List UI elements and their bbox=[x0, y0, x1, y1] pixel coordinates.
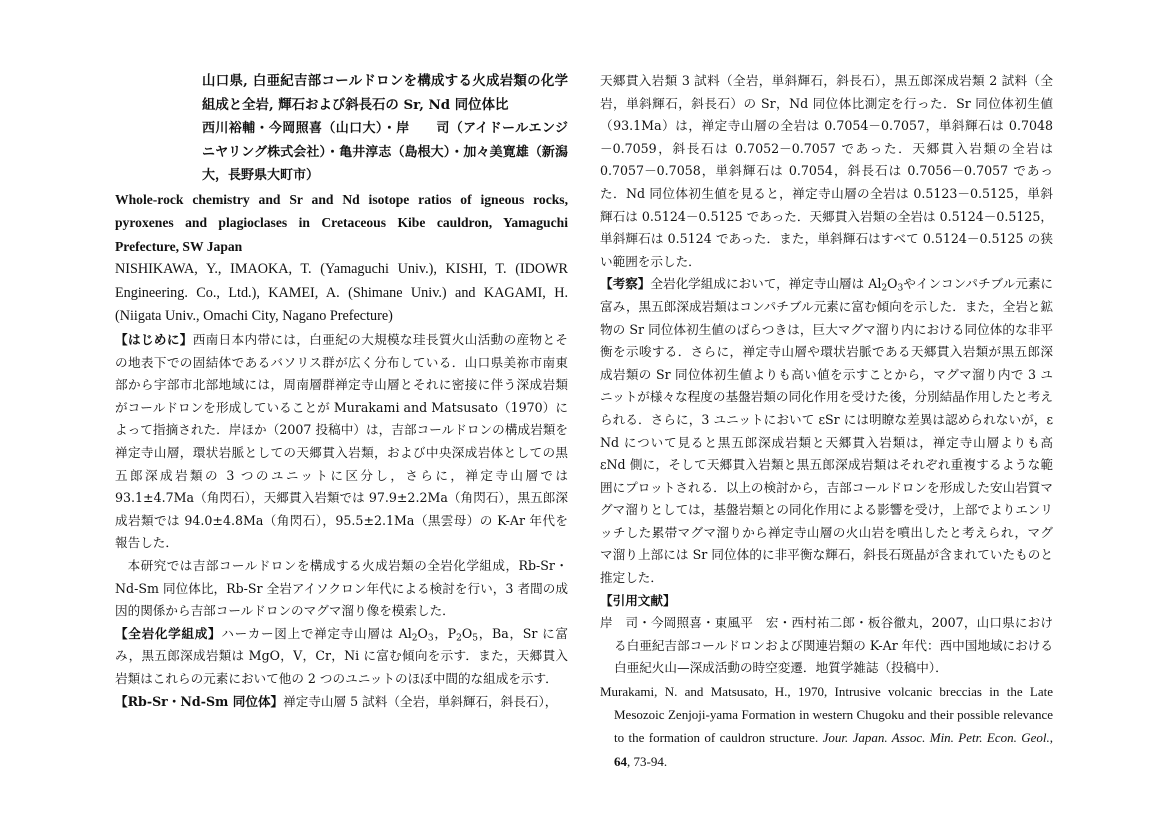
subscript: 2 bbox=[456, 633, 462, 644]
discussion-text-pre: 全岩化学組成において，禅定寺山層は Al bbox=[650, 276, 882, 292]
intro-paragraph-2: 本研究では吉部コールドロンを構成する火成岩類の全岩化学組成，Rb-Sr・Nd-Sm 同位体比，Rb-Sr 全岩アイソクロン年代による検討を行い，3 者間の成因的関係から吉部コールドロンのマグマ溜り像を模索した． bbox=[115, 558, 568, 619]
isotope-body-left: 禅定寺山層 5 試料（全岩，単斜輝石，斜長石）， bbox=[283, 693, 558, 709]
references-heading: 【引用文献】 bbox=[600, 592, 676, 608]
reference-2-journal: Jour. Japan. Assoc. Min. Petr. Econ. Geol. bbox=[822, 730, 1050, 746]
subscript: 3 bbox=[427, 633, 434, 644]
discussion-text: O bbox=[887, 276, 898, 292]
subscript: 2 bbox=[881, 283, 888, 294]
right-column bbox=[600, 70, 1053, 773]
isotope-paragraph-start bbox=[115, 691, 568, 714]
japanese-title: 山口県, 白亜紀吉部コールドロンを構成する火成岩類の化学組成と全岩, 輝石および斜長石の Sr, Nd 同位体比 bbox=[202, 73, 568, 113]
chemistry-paragraph bbox=[115, 623, 568, 691]
chemistry-text-pre: ハーカー図上で禅定寺山層は Al bbox=[221, 625, 412, 641]
japanese-authors: 西川裕輔・今岡照喜（山口大）・岸 司（アイドールエンジニヤリング株式会社）・亀井淳志（島根大）・加々美寛雄（新潟大，長野県大町市） bbox=[202, 121, 568, 183]
chemistry-text: O bbox=[461, 625, 473, 641]
isotope-paragraph-cont: 天郷貫入岩類 3 試料（全岩，単斜輝石，斜長石），黒五郎深成岩類 2 試料（全岩，単斜輝石，斜長石）の Sr，Nd 同位体比測定を行った．Sr 同位体初生値（93.1Ma）は，禅定寺山層の全岩は 0.7054－0.7057，単斜輝石は 0.7048－0.7059，斜長石は 0.7052－0.7057 であった．天郷貫入岩類の全岩は 0.7057－0.7058，単斜輝石は 0.7054，斜長石は 0.7056－0.7057 であった．Nd 同位体初生値を見ると，禅定寺山層の全岩は 0.5123－0.5125，単斜輝石は 0.5124－0.5125 であった．天郷貫入岩類の全岩は 0.5124－0.5125，単斜輝石は 0.5124 であった．また，単斜輝石はすべて 0.5124－0.5125 の狭い範囲を示した． bbox=[600, 73, 1053, 269]
intro-paragraph bbox=[115, 329, 568, 555]
chemistry-text: ，P bbox=[433, 625, 457, 641]
discussion-text-post: やインコンパチブル元素に富み，黒五郎深成岩類はコンパチブル元素に富む傾向を示した．また，全岩と鉱物の Sr 同位体初生値のばらつきは，巨大マグマ溜り内における同位体的な非平衡を示唆する．さらに，禅定寺山層や環状岩脈である天郷貫入岩類が黒五郎深成岩類の Sr 同位体初生値よりも高い値を示すことから，マグマ溜り内で 3 ユニットが様々な程度の基盤岩類の同化作用を受けた後，分別結晶作用したと考えられる．さらに，3 ユニットにおいて εSr には明瞭な差異は認められないが，ε Nd について見ると黒五郎深成岩類と天郷貫入岩類は，禅定寺山層よりも高 εNd 側に，そして天郷貫入岩類と黒五郎深成岩類はそれぞれ重複するような範囲にプロットされる．以上の検討から，吉部コールドロンを形成した安山岩質マグマ溜りとしては，基盤岩類との同化作用による影響を受け，上部でよりエンリッチした累帯マグマ溜りから禅定寺山層の火山岩を噴出したと考えられ，マグマ溜り上部には Sr 同位体的に非平衡な輝石，斜長石斑晶が含まれていたものと推定した． bbox=[600, 276, 1054, 586]
left-column bbox=[115, 70, 568, 713]
reference-2-volume: 64 bbox=[614, 753, 627, 769]
reference-1: 岸 司・今岡照喜・東風平 宏・西村祐二郎・板谷徹丸，2007，山口県における白亜紀吉部コールドロンおよび関連岩類の K-Ar 年代：西中国地域における白亜紀火山—深成活動の時空変遷．地質学雑誌（投稿中）． bbox=[600, 615, 1053, 676]
reference-2 bbox=[600, 680, 1053, 773]
subscript: 3 bbox=[897, 283, 904, 294]
english-title: Whole-rock chemistry and Sr and Nd isotope ratios of igneous rocks, pyroxenes and plagioclases in Cretaceous Kibe cauldron, Yamaguchi Prefecture, SW Japan bbox=[115, 191, 568, 254]
reference-2-sep: , bbox=[1049, 730, 1053, 746]
chemistry-text: O bbox=[417, 625, 428, 641]
english-authors: NISHIKAWA, Y., IMAOKA, T. (Yamaguchi Univ.), KISHI, T. (IDOWR Engineering. Co., Ltd.), KAMEI, A. (Shimane Univ.) and KAGAMI, H. (Niigata Univ., Omachi City, Nagano Prefecture) bbox=[115, 261, 568, 325]
reference-2-text: Murakami, N. and Matsusato, H., 1970, Intrusive volcanic breccias in the Late Mesozoic Zenjoji-yama Formation in western Chugoku and their possible relevance to the formation of cauldron structure. bbox=[600, 684, 1053, 746]
chemistry-heading: 【全岩化学組成】 bbox=[115, 625, 222, 641]
intro-body: 西南日本内帯には，白亜紀の大規模な珪長質火山活動の産物とその地表下での固結体であるバソリス群が広く分布している．山口県美祢市南東部から宇部市北部地域には，周南層群禅定寺山層とそれに密接に伴う深成岩類がコールドロンを形成していることが Murakami and Matsusato（1970）によって指摘された．岸ほか（2007 投稿中）は，吉部コールドロンの構成岩類を禅定寺山層，環状岩脈としての天郷貫入岩類，および中央深成岩体としての黒五郎深成岩類の 3 つのユニットに区分し，さらに，禅定寺山層では 93.1±4.7Ma（角閃石），天郷貫入岩類では 97.9±2.2Ma（角閃石），黒五郎深成岩類では 94.0±4.8Ma（角閃石），95.5±2.1Ma（黒雲母）の K-Ar 年代を報告した． bbox=[115, 332, 568, 551]
reference-2-pages: , 73-94. bbox=[627, 753, 668, 769]
subscript: 2 bbox=[411, 633, 418, 644]
intro-heading: 【はじめに】 bbox=[115, 332, 193, 348]
discussion-heading: 【考察】 bbox=[600, 276, 651, 292]
discussion-paragraph bbox=[600, 273, 1053, 589]
chemistry-text-post: ，Ba，Sr に富み，黒五郎深成岩類は MgO，V，Cr，Ni に富む傾向を示す．また，天郷貫入岩類はこれらの元素において他の 2 つのユニットのほぼ中間的な組成を示す． bbox=[115, 625, 569, 686]
isotope-heading: 【Rb-Sr・Nd-Sm 同位体】 bbox=[115, 693, 284, 709]
subscript: 5 bbox=[472, 633, 479, 644]
